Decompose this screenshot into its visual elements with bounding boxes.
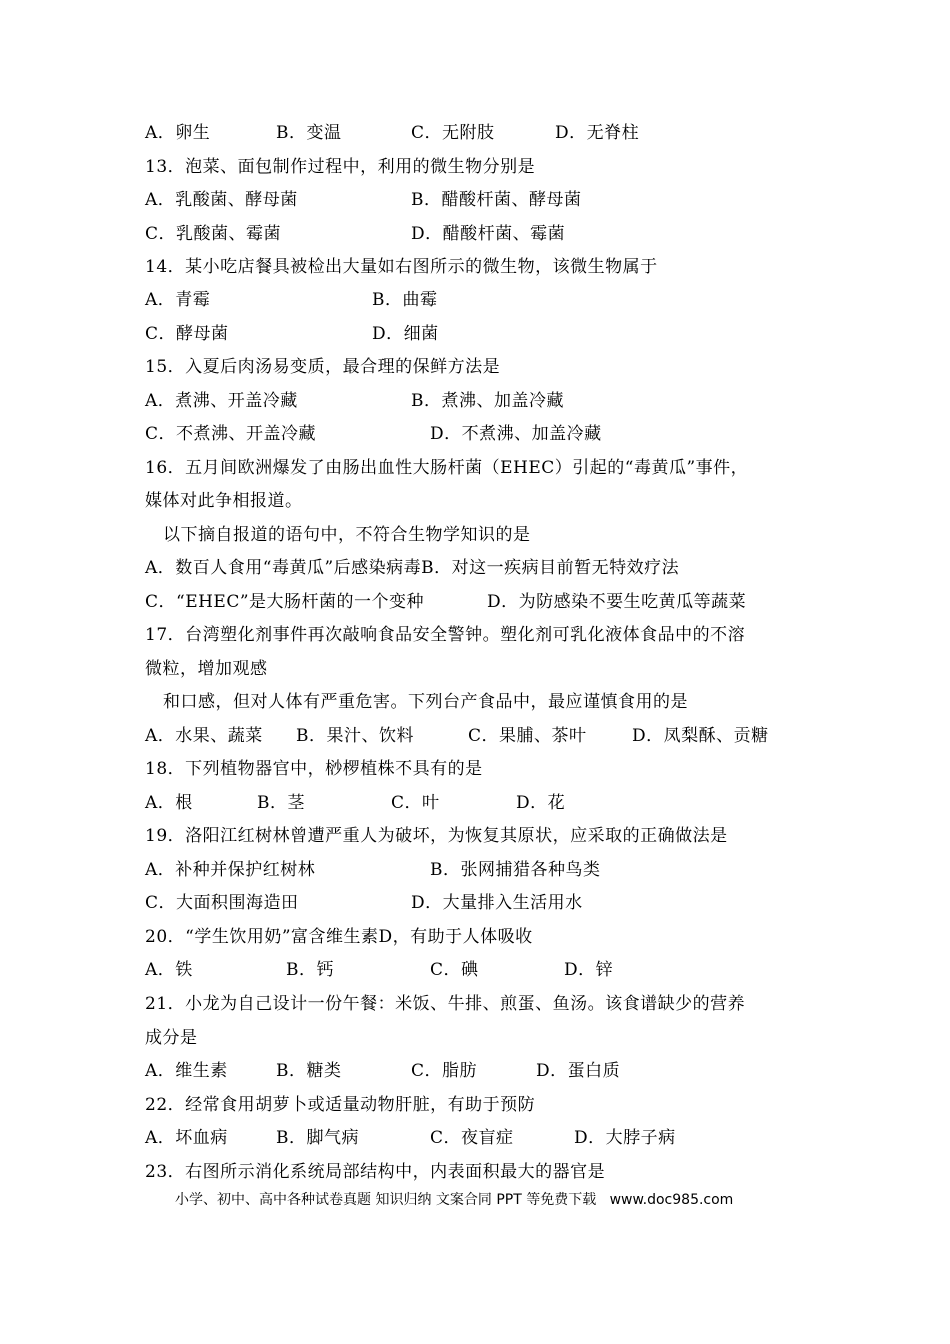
q12-option-a: A．卵生 bbox=[145, 123, 211, 143]
q21-option-d: D．蛋白质 bbox=[536, 1061, 621, 1081]
q17-stem-line1: 17．台湾塑化剂事件再次敲响食品安全警钟。塑化剂可乳化液体食品中的不溶 bbox=[145, 625, 746, 645]
q20-option-b: B．钙 bbox=[286, 960, 334, 980]
q19-option-c: C．大面积围海造田 bbox=[145, 893, 299, 913]
q22-option-a: A．坏血病 bbox=[145, 1128, 228, 1148]
q21-option-c: C．脂肪 bbox=[411, 1061, 478, 1081]
q17-stem-line3: 和口感，但对人体有严重危害。下列台产食品中，最应谨慎食用的是 bbox=[163, 692, 688, 712]
q19-stem: 19．洛阳江红树林曾遭严重人为破坏，为恢复其原状，应采取的正确做法是 bbox=[145, 826, 728, 846]
q15-stem: 15．入夏后肉汤易变质，最合理的保鲜方法是 bbox=[145, 357, 501, 377]
q14-option-a: A．青霉 bbox=[145, 290, 211, 310]
q14-option-d: D．细菌 bbox=[372, 324, 439, 344]
q20-option-d: D．锌 bbox=[564, 960, 614, 980]
q17-option-c: C．果脯、茶叶 bbox=[468, 726, 587, 746]
q17-stem-line2: 微粒，增加观感 bbox=[145, 659, 268, 679]
q16-stem-line2: 媒体对此争相报道。 bbox=[145, 491, 303, 511]
q15-option-b: B．煮沸、加盖冷藏 bbox=[411, 391, 564, 411]
q15-option-c: C．不煮沸、开盖冷藏 bbox=[145, 424, 317, 444]
q18-option-b: B．茎 bbox=[257, 793, 305, 813]
q22-option-b: B．脚气病 bbox=[276, 1128, 359, 1148]
q14-option-c: C．酵母菌 bbox=[145, 324, 229, 344]
q16-stem-line3: 以下摘自报道的语句中，不符合生物学知识的是 bbox=[163, 525, 531, 545]
q21-stem-line2: 成分是 bbox=[145, 1028, 198, 1048]
q19-option-b: B．张网捕猎各种鸟类 bbox=[430, 860, 601, 880]
q18-stem: 18．下列植物器官中，桫椤植株不具有的是 bbox=[145, 759, 483, 779]
page-footer: 小学、初中、高中各种试卷真题 知识归纳 文案合同 PPT 等免费下载 www.doc985.com bbox=[175, 1192, 734, 1208]
q17-option-d: D．凤梨酥、贡糖 bbox=[632, 726, 769, 746]
q21-option-a: A．维生素 bbox=[145, 1061, 228, 1081]
q20-option-c: C．碘 bbox=[430, 960, 479, 980]
q19-option-a: A．补种并保护红树林 bbox=[145, 860, 316, 880]
q16-option-d: D．为防感染不要生吃黄瓜等蔬菜 bbox=[487, 592, 747, 612]
q16-stem-line1: 16．五月间欧洲爆发了由肠出血性大肠杆菌（EHEC）引起的“毒黄瓜”事件， bbox=[145, 458, 749, 478]
q22-option-d: D．大脖子病 bbox=[574, 1128, 676, 1148]
q18-option-c: C．叶 bbox=[391, 793, 440, 813]
q15-option-d: D．不煮沸、加盖冷藏 bbox=[430, 424, 602, 444]
q16-option-ab: A．数百人食用“毒黄瓜”后感染病毒B．对这一疾病目前暂无特效疗法 bbox=[145, 558, 680, 578]
q22-stem: 22．经常食用胡萝卜或适量动物肝脏，有助于预防 bbox=[145, 1095, 536, 1115]
q23-stem: 23．右图所示消化系统局部结构中，内表面积最大的器官是 bbox=[145, 1162, 606, 1182]
q19-option-d: D．大量排入生活用水 bbox=[411, 893, 583, 913]
q21-option-b: B．糖类 bbox=[276, 1061, 342, 1081]
q20-stem: 20．“学生饮用奶”富含维生素D，有助于人体吸收 bbox=[145, 927, 533, 947]
q12-option-c: C．无附肢 bbox=[411, 123, 495, 143]
q13-option-b: B．醋酸杆菌、酵母菌 bbox=[411, 190, 582, 210]
q15-option-a: A．煮沸、开盖冷藏 bbox=[145, 391, 298, 411]
q13-option-a: A．乳酸菌、酵母菌 bbox=[145, 190, 298, 210]
q16-option-c: C．“EHEC”是大肠杆菌的一个变种 bbox=[145, 592, 425, 612]
q12-option-d: D．无脊柱 bbox=[555, 123, 640, 143]
q20-option-a: A．铁 bbox=[145, 960, 193, 980]
q13-option-c: C．乳酸菌、霉菌 bbox=[145, 224, 282, 244]
q14-option-b: B．曲霉 bbox=[372, 290, 438, 310]
q13-stem: 13．泡菜、面包制作过程中，利用的微生物分别是 bbox=[145, 157, 536, 177]
q17-option-b: B．果汁、饮料 bbox=[296, 726, 414, 746]
q18-option-a: A．根 bbox=[145, 793, 193, 813]
q14-stem: 14．某小吃店餐具被检出大量如右图所示的微生物，该微生物属于 bbox=[145, 257, 658, 277]
q22-option-c: C．夜盲症 bbox=[430, 1128, 514, 1148]
q17-option-a: A．水果、蔬菜 bbox=[145, 726, 263, 746]
q12-option-b: B．变温 bbox=[276, 123, 342, 143]
q13-option-d: D．醋酸杆菌、霉菌 bbox=[411, 224, 566, 244]
q21-stem-line1: 21．小龙为自己设计一份午餐：米饭、牛排、煎蛋、鱼汤。该食谱缺少的营养 bbox=[145, 994, 746, 1014]
q18-option-d: D．花 bbox=[516, 793, 566, 813]
